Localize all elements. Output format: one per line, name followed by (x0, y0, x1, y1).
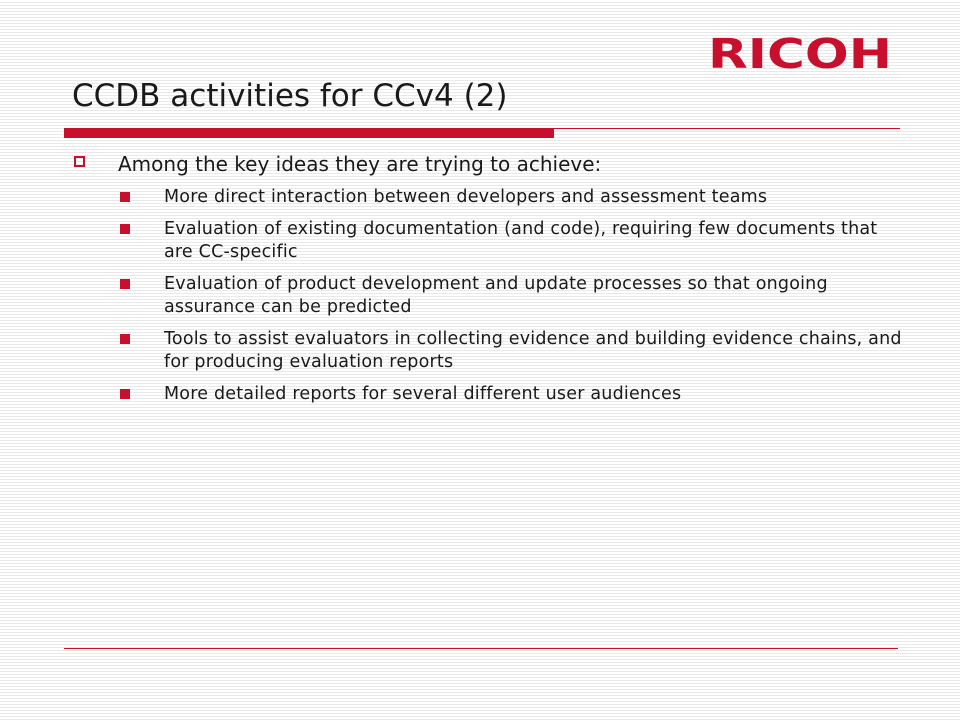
sub-bullet-text: Evaluation of existing documentation (and code), requiring few documents that are CC-specific (164, 219, 878, 262)
sub-bullet-text: More detailed reports for several different user audiences (164, 384, 682, 404)
title-underline-bar (64, 128, 554, 138)
title-underline-rule (554, 128, 900, 129)
sub-bullet-item (118, 218, 908, 264)
hollow-square-icon (74, 156, 85, 167)
filled-square-icon (120, 334, 130, 344)
slide-title: CCDB activities for CCv4 (2) (72, 78, 508, 114)
filled-square-icon (120, 279, 130, 289)
filled-square-icon (120, 224, 130, 234)
sub-bullet-item (118, 383, 908, 406)
ricoh-logo-text: RICOH (708, 30, 892, 74)
ricoh-logo (706, 30, 894, 74)
sub-bullet-text: Evaluation of product development and update processes so that ongoing assurance can be predicted (164, 274, 828, 317)
main-bullet-text: Among the key ideas they are trying to achieve: (118, 152, 602, 176)
sub-bullet-text: More direct interaction between developers and assessment teams (164, 187, 768, 207)
sub-bullet-text: Tools to assist evaluators in collecting evidence and building evidence chains, and for producing evaluation reports (164, 329, 902, 372)
footer-rule (64, 648, 898, 649)
filled-square-icon (120, 389, 130, 399)
sub-bullet-item (118, 328, 908, 374)
sub-bullet-item (118, 186, 908, 209)
main-bullet (72, 150, 912, 178)
filled-square-icon (120, 192, 130, 202)
sub-bullet-list (118, 186, 908, 415)
sub-bullet-item (118, 273, 908, 319)
